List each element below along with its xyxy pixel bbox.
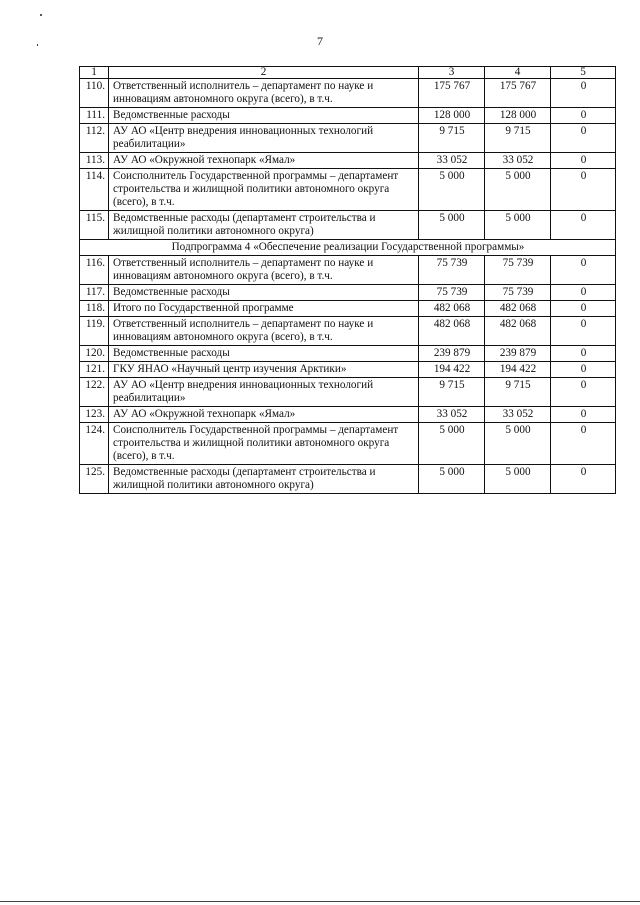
section-title: Подпрограмма 4 «Обеспечение реализации Государственной программы» xyxy=(80,240,616,256)
row-number: 116. xyxy=(80,256,109,285)
row-value-col3: 128 000 xyxy=(419,108,485,124)
row-number: 123. xyxy=(80,407,109,423)
row-description: АУ АО «Окружной технопарк «Ямал» xyxy=(109,407,419,423)
row-value-col4: 75 739 xyxy=(485,256,551,285)
row-value-col3: 194 422 xyxy=(419,362,485,378)
row-value-col5: 0 xyxy=(551,169,616,211)
table-row xyxy=(80,211,616,240)
row-number: 124. xyxy=(80,423,109,465)
row-value-col3: 5 000 xyxy=(419,465,485,494)
row-value-col3: 5 000 xyxy=(419,169,485,211)
row-description: Ведомственные расходы (департамент строительства и жилищной политики автономного округа) xyxy=(109,465,419,494)
row-value-col4: 482 068 xyxy=(485,317,551,346)
row-number: 125. xyxy=(80,465,109,494)
row-description: Соисполнитель Государственной программы – департамент строительства и жилищной политики автономного округа (всего), в т.ч. xyxy=(109,423,419,465)
table-body xyxy=(80,79,616,494)
row-value-col5: 0 xyxy=(551,301,616,317)
table-row xyxy=(80,153,616,169)
row-description: Ответственный исполнитель – департамент по науке и инновациям автономного округа (всего), в т.ч. xyxy=(109,317,419,346)
table-row xyxy=(80,407,616,423)
row-value-col3: 482 068 xyxy=(419,317,485,346)
page-bottom-rule xyxy=(0,901,640,902)
table-row xyxy=(80,301,616,317)
row-number: 113. xyxy=(80,153,109,169)
row-description: Итого по Государственной программе xyxy=(109,301,419,317)
row-value-col5: 0 xyxy=(551,108,616,124)
row-value-col5: 0 xyxy=(551,124,616,153)
row-value-col5: 0 xyxy=(551,465,616,494)
row-value-col3: 33 052 xyxy=(419,407,485,423)
column-header: 2 xyxy=(109,67,419,79)
row-number: 122. xyxy=(80,378,109,407)
row-description: Ведомственные расходы xyxy=(109,285,419,301)
row-description: Ведомственные расходы xyxy=(109,346,419,362)
table-row xyxy=(80,124,616,153)
row-value-col5: 0 xyxy=(551,211,616,240)
row-value-col4: 5 000 xyxy=(485,465,551,494)
table-row xyxy=(80,317,616,346)
row-description: Ответственный исполнитель – департамент по науке и инновациям автономного округа (всего), в т.ч. xyxy=(109,79,419,108)
row-number: 112. xyxy=(80,124,109,153)
row-value-col5: 0 xyxy=(551,317,616,346)
page-number: 7 xyxy=(317,34,323,48)
row-value-col3: 33 052 xyxy=(419,153,485,169)
row-description: Ведомственные расходы (департамент строительства и жилищной политики автономного округа) xyxy=(109,211,419,240)
column-number-row xyxy=(80,67,616,79)
row-value-col4: 482 068 xyxy=(485,301,551,317)
row-description: Ответственный исполнитель – департамент по науке и инновациям автономного округа (всего), в т.ч. xyxy=(109,256,419,285)
row-number: 119. xyxy=(80,317,109,346)
scan-speck xyxy=(40,14,42,16)
row-number: 115. xyxy=(80,211,109,240)
row-value-col4: 9 715 xyxy=(485,378,551,407)
budget-table xyxy=(79,66,616,494)
row-value-col4: 175 767 xyxy=(485,79,551,108)
row-value-col4: 239 879 xyxy=(485,346,551,362)
row-number: 117. xyxy=(80,285,109,301)
row-value-col3: 5 000 xyxy=(419,423,485,465)
row-description: АУ АО «Центр внедрения инновационных технологий реабилитации» xyxy=(109,124,419,153)
row-number: 120. xyxy=(80,346,109,362)
row-value-col3: 5 000 xyxy=(419,211,485,240)
row-value-col3: 75 739 xyxy=(419,285,485,301)
row-value-col3: 482 068 xyxy=(419,301,485,317)
table-row xyxy=(80,79,616,108)
row-value-col3: 9 715 xyxy=(419,124,485,153)
row-number: 121. xyxy=(80,362,109,378)
row-number: 114. xyxy=(80,169,109,211)
row-value-col5: 0 xyxy=(551,423,616,465)
table-row xyxy=(80,108,616,124)
row-value-col3: 239 879 xyxy=(419,346,485,362)
column-header: 5 xyxy=(551,67,616,79)
column-header: 4 xyxy=(485,67,551,79)
row-value-col5: 0 xyxy=(551,153,616,169)
table-row xyxy=(80,465,616,494)
row-value-col3: 175 767 xyxy=(419,79,485,108)
table-row xyxy=(80,362,616,378)
row-value-col5: 0 xyxy=(551,346,616,362)
table-row xyxy=(80,346,616,362)
table-row xyxy=(80,423,616,465)
row-value-col4: 75 739 xyxy=(485,285,551,301)
row-value-col5: 0 xyxy=(551,378,616,407)
row-value-col3: 75 739 xyxy=(419,256,485,285)
table-row xyxy=(80,256,616,285)
section-row xyxy=(80,240,616,256)
row-value-col5: 0 xyxy=(551,407,616,423)
row-value-col3: 9 715 xyxy=(419,378,485,407)
row-number: 111. xyxy=(80,108,109,124)
row-value-col4: 194 422 xyxy=(485,362,551,378)
table-row xyxy=(80,285,616,301)
column-header: 1 xyxy=(80,67,109,79)
row-value-col4: 5 000 xyxy=(485,169,551,211)
row-value-col4: 128 000 xyxy=(485,108,551,124)
row-description: АУ АО «Окружной технопарк «Ямал» xyxy=(109,153,419,169)
row-value-col5: 0 xyxy=(551,362,616,378)
row-value-col4: 33 052 xyxy=(485,407,551,423)
row-value-col4: 5 000 xyxy=(485,423,551,465)
row-description: АУ АО «Центр внедрения инновационных технологий реабилитации» xyxy=(109,378,419,407)
row-number: 118. xyxy=(80,301,109,317)
row-value-col4: 9 715 xyxy=(485,124,551,153)
row-value-col5: 0 xyxy=(551,285,616,301)
column-header: 3 xyxy=(419,67,485,79)
row-description: Соисполнитель Государственной программы – департамент строительства и жилищной политики автономного округа (всего), в т.ч. xyxy=(109,169,419,211)
table-row xyxy=(80,378,616,407)
row-value-col5: 0 xyxy=(551,79,616,108)
table-row xyxy=(80,169,616,211)
row-value-col5: 0 xyxy=(551,256,616,285)
row-number: 110. xyxy=(80,79,109,108)
row-description: ГКУ ЯНАО «Научный центр изучения Арктики» xyxy=(109,362,419,378)
row-description: Ведомственные расходы xyxy=(109,108,419,124)
row-value-col4: 5 000 xyxy=(485,211,551,240)
row-value-col4: 33 052 xyxy=(485,153,551,169)
